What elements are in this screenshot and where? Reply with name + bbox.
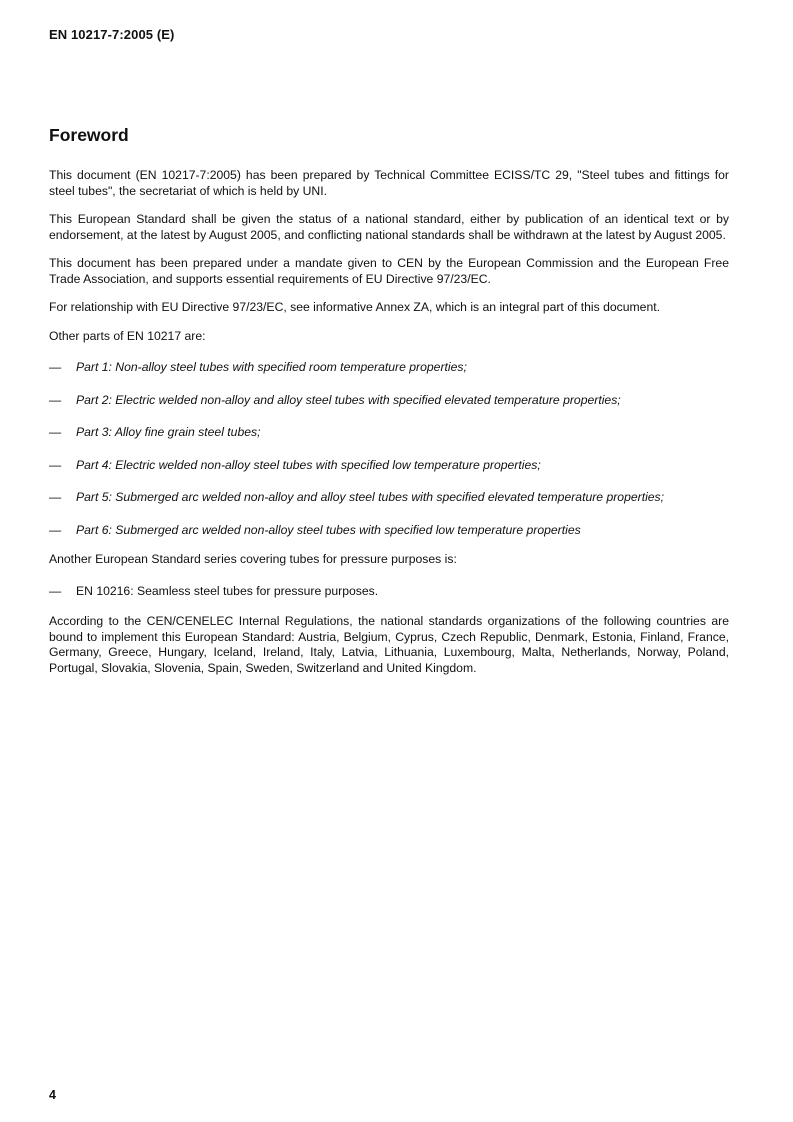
dash-bullet: — [49,360,62,374]
part-2-text: Part 2: Electric welded non-alloy and alloy steel tubes with specified elevated temperature properties; [76,392,621,407]
list-item [49,360,729,376]
dash-bullet: — [49,522,62,537]
series-list [49,584,729,600]
part-6-text: Part 6: Submerged arc welded non-alloy steel tubes with specified low temperature properties [76,522,581,537]
paragraph-mandate: This document has been prepared under a mandate given to CEN by the European Commission and the European Free Trade Association, and supports essential requirements of EU Directive 97/23/EC. [49,256,729,286]
paragraph-other-parts-intro: Other parts of EN 10217 are: [49,328,206,343]
part-5-text: Part 5: Submerged arc welded non-alloy and alloy steel tubes with specified elevated temperature properties; [76,490,665,504]
part-4-text: Part 4: Electric welded non-alloy steel tubes with specified low temperature properties; [76,457,541,472]
list-item [49,584,729,600]
section-title: Foreword [49,125,129,145]
paragraph-implementing-countries: According to the CEN/CENELEC Internal Regulations, the national standards organizations of the following countries are bound to implement this European Standard: Austria, Belgium, Cyprus, Czech Republic, Denmark, Estonia, Finland, France, Germany, Greece, Hungary, Iceland, Ireland, Italy, Latvia, Lithuania, Luxembourg, Malta, Netherlands, Norway, Poland, Portugal, Slovakia, Slovenia, Spain, Sweden, Switzerland and United Kingdom. [49,614,729,675]
list-item [49,490,729,506]
foreword-section [49,124,729,689]
dash-bullet: — [49,583,62,598]
parts-list [49,360,729,538]
dash-bullet: — [49,425,62,439]
paragraph-document-origin: This document (EN 10217-7:2005) has been prepared by Technical Committee ECISS/TC 29, "Steel tubes and fittings for steel tubes", the secretariat of which is held by UNI. [49,168,729,198]
list-item [49,393,729,409]
paragraph-series-intro: Another European Standard series covering tubes for pressure purposes is: [49,552,457,566]
part-3-text: Part 3: Alloy fine grain steel tubes; [76,425,261,439]
paragraph-annex-reference: For relationship with EU Directive 97/23/EC, see informative Annex ZA, which is an integral part of this document. [49,300,661,314]
series-item-text: EN 10216: Seamless steel tubes for pressure purposes. [76,583,379,598]
list-item [49,523,729,539]
list-item [49,425,729,441]
document-id-header: EN 10217-7:2005 (E) [49,27,175,42]
paragraph-national-status: This European Standard shall be given the status of a national standard, either by publication of an identical text or by endorsement, at the latest by August 2005, and conflicting national standards shall be withdrawn at the latest by August 2005. [49,212,729,242]
dash-bullet: — [49,457,62,472]
page-number: 4 [49,1088,56,1102]
list-item [49,458,729,474]
dash-bullet: — [49,392,62,407]
dash-bullet: — [49,490,62,504]
part-1-text: Part 1: Non-alloy steel tubes with specified room temperature properties; [76,360,467,374]
